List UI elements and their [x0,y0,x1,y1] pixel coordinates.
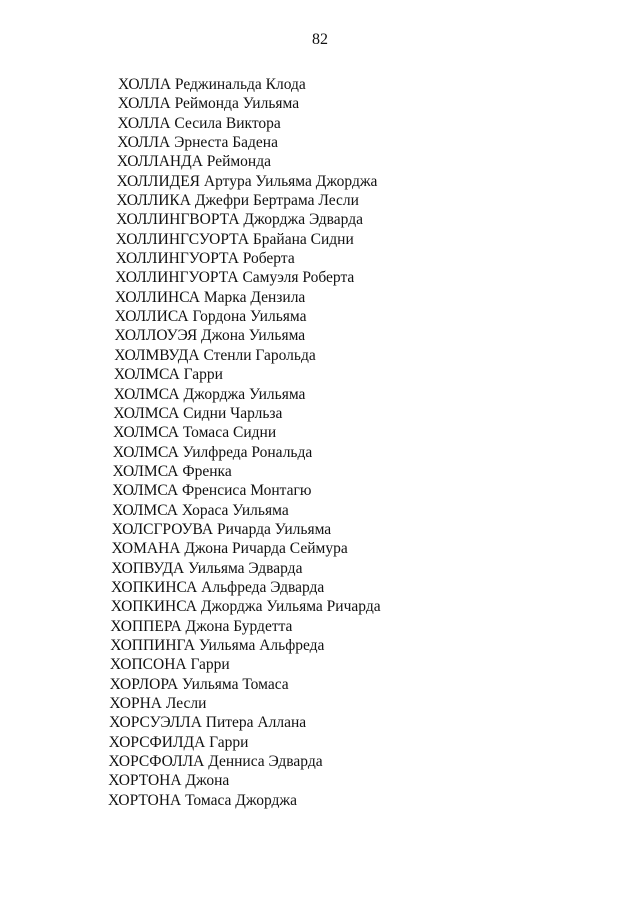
name-entry: ХОРНА Лесли [109,695,207,712]
name-entry: ХОПСОНА Гарри [109,656,230,674]
name-entry: ХОРСУЭЛЛА Питера Аллана [109,714,307,732]
name-entry: ХОЛЛА Сесила Виктора [117,114,281,132]
name-entry: ХОПВУДА Уильяма Эдварда [111,559,303,577]
name-entry: ХОППЕРА Джона Бурдетта [110,617,293,635]
name-entry: ХОЛЛИНСА Марка Дензила [115,288,306,306]
name-entry: ХОЛМСА Хораса Уильяма [112,501,289,519]
name-entry: ХОРСФИЛДА Гарри [108,733,249,751]
name-entry: ХОЛЛА Реджинальда Клода [118,76,306,93]
name-entry: ХОЛМСА Джорджа Уильяма [113,385,306,403]
name-entry: ХОЛЛА Реймонда Уильяма [117,95,300,113]
name-entry: ХОЛЛИСА Гордона Уильяма [114,308,307,326]
name-entry: ХОЛМСА Гарри [113,366,223,384]
names-list [0,75,381,810]
name-entry: ХОПКИНСА Джорджа Уильяма Ричарда [110,598,381,616]
name-entry: ХОЛЛИНГУОРТА Самуэля Роберта [115,269,355,287]
name-entry: ХОРТОНА Томаса Джорджа [108,791,297,809]
name-entry: ХОЛМСА Френсиса Монтагю [112,482,312,500]
name-entry: ХОМАНА Джона Ричарда Сеймура [111,540,348,558]
name-entry: ХОЛЛА Эрнеста Бадена [117,134,278,152]
page-number: 82 [312,31,328,48]
name-entry: ХОЛМВУДА Стенли Гарольда [114,346,316,364]
name-entry: ХОЛЛИНГСУОРТА Брайана Сидни [115,230,354,248]
name-entry: ХОЛЛИДЕЯ Артура Уильяма Джорджа [116,172,378,190]
name-entry: ХОРСФОЛЛА Денниса Эдварда [108,753,323,771]
name-entry: ХОПКИНСА Альфреда Эдварда [111,578,325,596]
name-entry: ХОЛЛИКА Джефри Бертрама Лесли [116,192,359,210]
name-entry: ХОППИНГА Уильяма Альфреда [110,636,325,654]
name-entry: ХОЛЛОУЭЯ Джона Уильяма [114,327,306,345]
name-entry: ХОРТОНА Джона [108,772,230,790]
name-entry: ХОРЛОРА Уильяма Томаса [109,675,289,693]
name-entry: ХОЛЛАНДА Реймонда [116,153,271,171]
name-entry: ХОЛМСА Уилфреда Рональда [112,443,313,461]
name-entry: ХОЛМСА Френка [112,462,232,480]
name-entry: ХОЛМСА Сидни Чарльза [113,404,283,422]
name-entry: ХОЛМСА Томаса Сидни [113,424,277,442]
name-entry: ХОЛЛИНГУОРТА Роберта [115,250,295,268]
name-entry: ХОЛСГРОУВА Ричарда Уильяма [111,520,332,538]
name-entry: ХОЛЛИНГВОРТА Джорджа Эдварда [116,211,363,229]
